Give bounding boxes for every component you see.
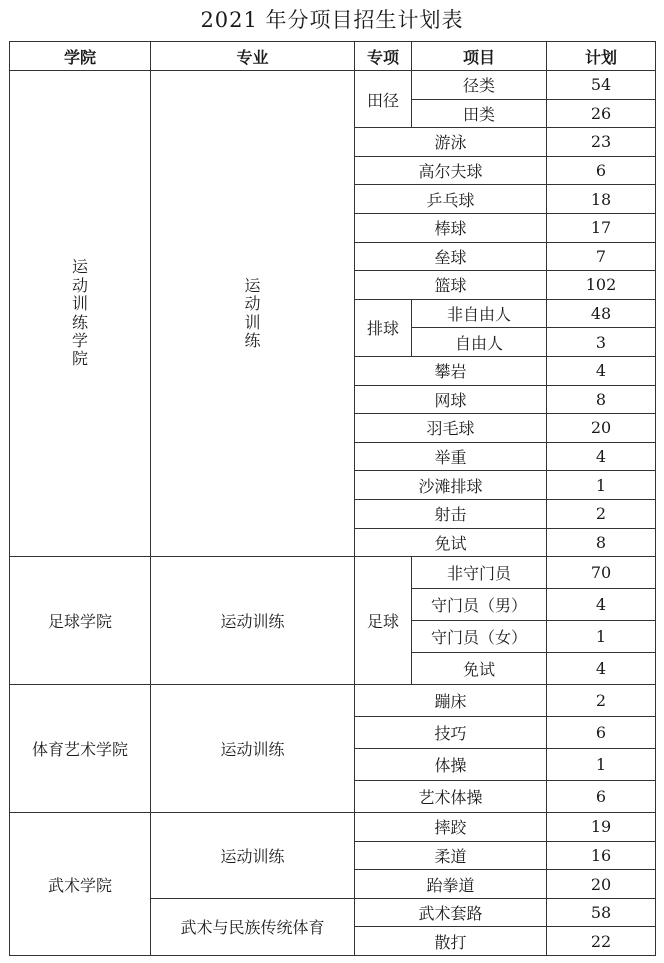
item-cell: 非守门员: [412, 557, 547, 589]
plan-cell: 1: [547, 471, 656, 500]
college-cell: 武术学院: [10, 813, 151, 956]
item-cell: 免试: [412, 653, 547, 685]
item-cell: 棒球: [355, 213, 547, 242]
plan-cell: 23: [547, 128, 656, 157]
item-cell: 举重: [355, 442, 547, 471]
header-major: 专业: [151, 42, 355, 71]
item-cell: 乒乓球: [355, 185, 547, 214]
item-cell: 武术套路: [355, 898, 547, 927]
item-cell: 田类: [412, 99, 547, 128]
header-plan: 计划: [547, 42, 656, 71]
plan-cell: 18: [547, 185, 656, 214]
enrollment-plan-table: [9, 41, 656, 956]
college-cell: 体育艺术学院: [10, 685, 151, 813]
plan-cell: 3: [547, 328, 656, 357]
item-cell: 篮球: [355, 271, 547, 300]
specialty-cell: 足球: [355, 557, 412, 685]
specialty-cell: 排球: [355, 299, 412, 356]
plan-cell: 4: [547, 442, 656, 471]
major-cell: 运动训练: [151, 71, 355, 557]
plan-cell: 17: [547, 213, 656, 242]
item-cell: 散打: [355, 927, 547, 956]
plan-cell: 1: [547, 749, 656, 781]
header-specialty: 专项: [355, 42, 412, 71]
item-cell: 羽毛球: [355, 414, 547, 443]
item-cell: 守门员（男）: [412, 589, 547, 621]
plan-cell: 6: [547, 156, 656, 185]
specialty-cell: 田径: [355, 71, 412, 128]
major-cell: 运动训练: [151, 557, 355, 685]
college-cell: 运动训练学院: [10, 71, 151, 557]
table-row: [10, 685, 656, 717]
major-cell: 运动训练: [151, 685, 355, 813]
header-college: 学院: [10, 42, 151, 71]
item-cell: 沙滩排球: [355, 471, 547, 500]
item-cell: 技巧: [355, 717, 547, 749]
item-cell: 非自由人: [412, 299, 547, 328]
plan-cell: 54: [547, 71, 656, 100]
item-cell: 柔道: [355, 841, 547, 870]
item-cell: 垒球: [355, 242, 547, 271]
plan-cell: 2: [547, 499, 656, 528]
plan-cell: 26: [547, 99, 656, 128]
table-row: [10, 557, 656, 589]
plan-cell: 4: [547, 589, 656, 621]
table-row: [10, 71, 656, 100]
item-cell: 射击: [355, 499, 547, 528]
plan-cell: 4: [547, 653, 656, 685]
plan-cell: 70: [547, 557, 656, 589]
plan-cell: 48: [547, 299, 656, 328]
plan-cell: 8: [547, 385, 656, 414]
item-cell: 摔跤: [355, 813, 547, 842]
item-cell: 攀岩: [355, 356, 547, 385]
plan-cell: 6: [547, 781, 656, 813]
major-cell: 武术与民族传统体育: [151, 898, 355, 955]
plan-cell: 102: [547, 271, 656, 300]
item-cell: 自由人: [412, 328, 547, 357]
item-cell: 蹦床: [355, 685, 547, 717]
major-cell: 运动训练: [151, 813, 355, 899]
plan-cell: 8: [547, 528, 656, 557]
college-cell: 足球学院: [10, 557, 151, 685]
plan-cell: 22: [547, 927, 656, 956]
item-cell: 体操: [355, 749, 547, 781]
plan-cell: 20: [547, 414, 656, 443]
item-cell: 高尔夫球: [355, 156, 547, 185]
plan-cell: 16: [547, 841, 656, 870]
item-cell: 免试: [355, 528, 547, 557]
item-cell: 游泳: [355, 128, 547, 157]
plan-cell: 4: [547, 356, 656, 385]
page-title: 2021 年分项目招生计划表: [200, 8, 464, 32]
item-cell: 守门员（女）: [412, 621, 547, 653]
item-cell: 跆拳道: [355, 870, 547, 899]
plan-cell: 20: [547, 870, 656, 899]
item-cell: 网球: [355, 385, 547, 414]
table-row: [10, 813, 656, 842]
plan-cell: 7: [547, 242, 656, 271]
header-row: [10, 42, 656, 71]
item-cell: 径类: [412, 71, 547, 100]
plan-cell: 1: [547, 621, 656, 653]
plan-cell: 58: [547, 898, 656, 927]
plan-cell: 2: [547, 685, 656, 717]
item-cell: 艺术体操: [355, 781, 547, 813]
header-item: 项目: [412, 42, 547, 71]
plan-cell: 19: [547, 813, 656, 842]
plan-cell: 6: [547, 717, 656, 749]
